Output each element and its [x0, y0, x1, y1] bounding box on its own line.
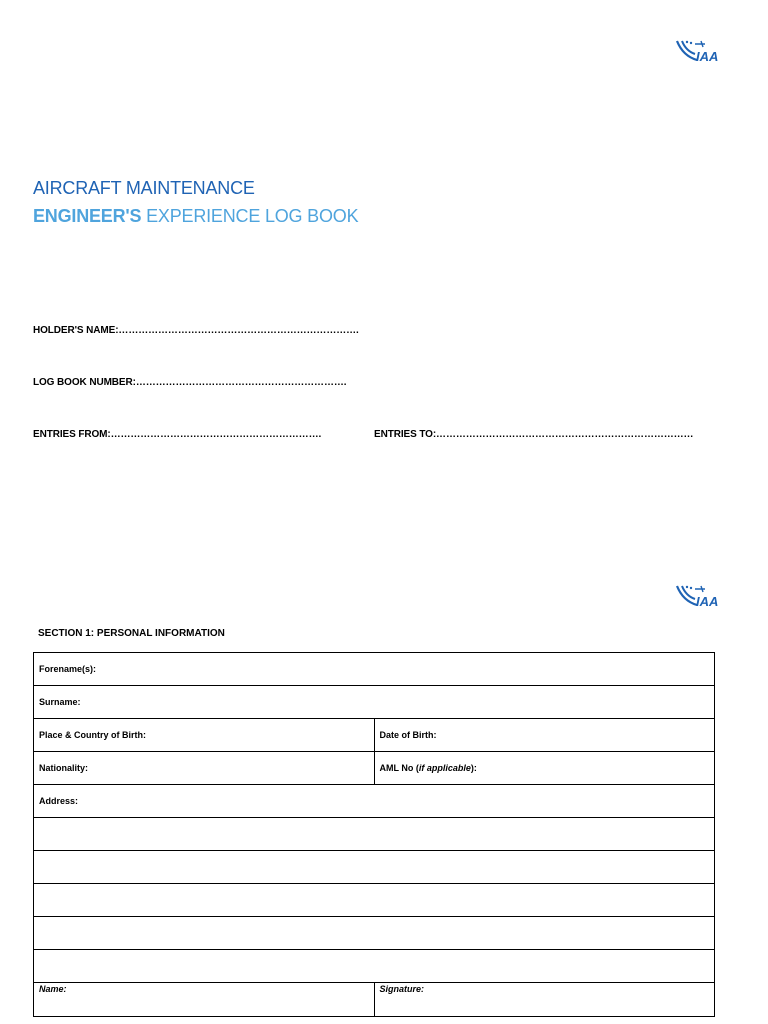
aml-if-applicable: if applicable: [418, 763, 471, 773]
personal-info-table: [33, 652, 715, 1017]
entries-to-field[interactable]: ENTRIES TO:……………………………………………………………………: [374, 429, 694, 440]
iaa-logo: [675, 38, 725, 64]
surname-cell[interactable]: Surname:: [34, 686, 715, 719]
date-of-birth-cell[interactable]: Date of Birth:: [374, 719, 715, 752]
signature-cell[interactable]: Signature:: [374, 983, 715, 1017]
title-line-2: [33, 206, 358, 227]
holders-name-field[interactable]: HOLDER'S NAME:……………………………………………………………….: [33, 325, 359, 336]
address-line[interactable]: [34, 950, 715, 983]
address-line[interactable]: [34, 917, 715, 950]
address-cell[interactable]: Address:: [34, 785, 715, 818]
entries-from-field[interactable]: ENTRIES FROM:……………………………………………………….: [33, 429, 322, 440]
aml-suffix: ):: [470, 763, 477, 773]
title-log-book: EXPERIENCE LOG BOOK: [141, 206, 359, 226]
address-line[interactable]: [34, 818, 715, 851]
nationality-cell[interactable]: Nationality:: [34, 752, 375, 785]
address-line[interactable]: [34, 884, 715, 917]
name-cell[interactable]: Name:: [34, 983, 375, 1017]
svg-text:IAA: IAA: [696, 594, 719, 609]
section-1-title: SECTION 1: PERSONAL INFORMATION: [38, 628, 225, 639]
address-line[interactable]: [34, 851, 715, 884]
svg-text:IAA: IAA: [696, 49, 719, 64]
title-engineers: ENGINEER'S: [33, 206, 142, 226]
aml-no-cell[interactable]: [374, 752, 715, 785]
place-of-birth-cell[interactable]: Place & Country of Birth:: [34, 719, 375, 752]
title-line-1: AIRCRAFT MAINTENANCE: [33, 178, 255, 198]
aml-label: AML No (: [379, 763, 419, 773]
forenames-cell[interactable]: Forename(s):: [34, 653, 715, 686]
iaa-logo: [675, 583, 725, 609]
log-book-number-field[interactable]: LOG BOOK NUMBER:……………………………………………………….: [33, 377, 347, 388]
entries-row: [33, 429, 694, 440]
